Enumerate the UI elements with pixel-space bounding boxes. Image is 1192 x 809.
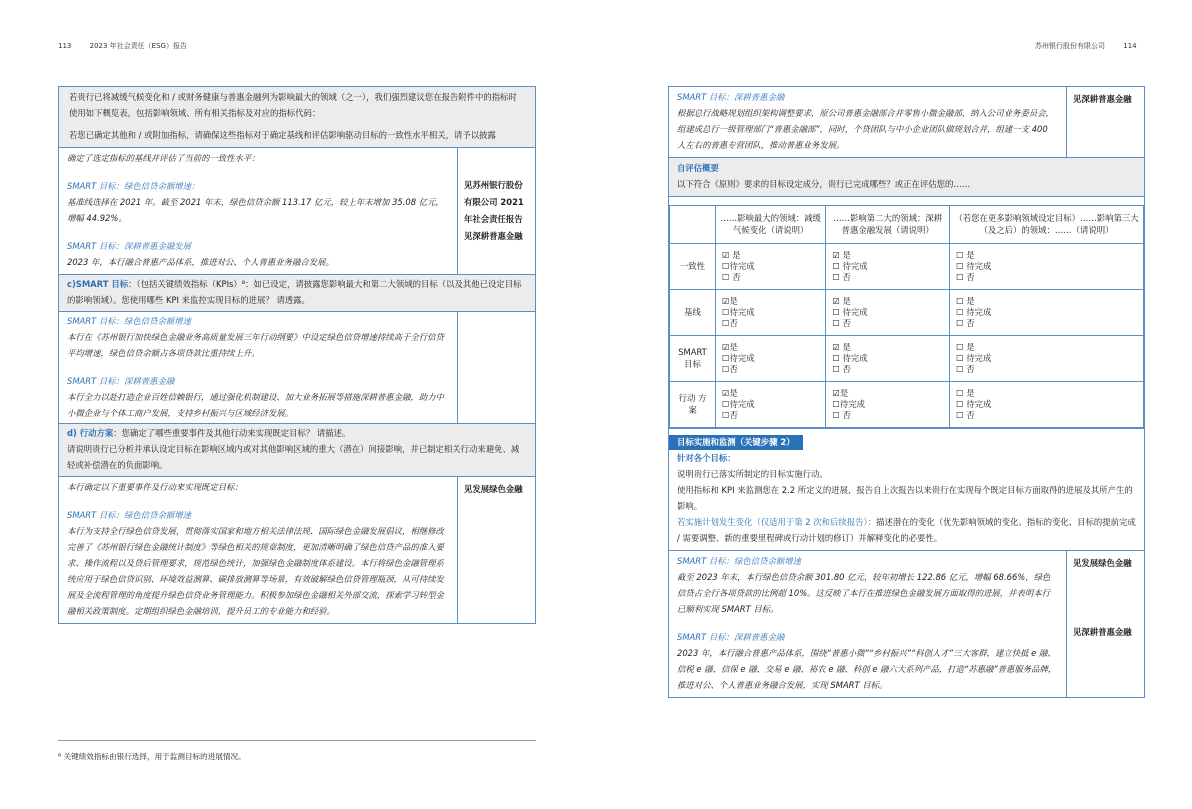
checkbox-option[interactable]: ☐待完成 [722, 352, 755, 363]
self-assessment-matrix [669, 205, 1144, 428]
matrix-header-2: ……影响第二大的领域：深耕普惠金融发展（请说明） [826, 205, 950, 243]
checkbox-option[interactable]: ☑是 [722, 341, 738, 352]
eval-text: 以下符合《原则》要求的目标设定成分，贵行已完成哪些？或正在评估您的…… [677, 178, 971, 189]
checkbox-option[interactable]: ☑ 是 [722, 249, 741, 260]
checkbox-option[interactable]: ☑是 [722, 295, 738, 306]
baseline-cell [59, 147, 458, 274]
intro-cell [59, 87, 536, 148]
left-page-number: 113 [58, 42, 72, 50]
checkbox-option[interactable]: ☐ 是 [956, 249, 975, 260]
d-text-2: 请说明贵行已分析并承认设定目标在影响区域内或对其他影响区域的重大（潜在）间接影响，并已制定相关行动来避免、减轻或补偿潜在的负面影响。 [67, 444, 520, 471]
checkbox-option[interactable]: ☐ 否 [722, 272, 741, 283]
eval-cell [669, 157, 1145, 196]
top-side-ref: 见深耕普惠金融 [1067, 87, 1145, 158]
p1-text: 截至 2023 年末，本行绿色信贷余额 301.80 亿元，较年初增长 122.86 亿元，增幅 68.66%，绿色信贷占全行各项贷款的比例超 10%。这反映了本行在推进绿色金融发展方面取得的进展，并表明本行已顺利实现 SMART 目标。 [677, 571, 1051, 614]
c-cell [59, 274, 536, 311]
right-page-number: 114 [1123, 42, 1137, 50]
checkbox-option[interactable]: ☐待完成 [722, 398, 755, 409]
checkbox-option[interactable]: ☐待完成 [722, 306, 755, 317]
matrix-cell [826, 244, 950, 290]
intro-text-2: 若您已确定其他和 / 或附加指标，请确保这些指标对于确定基线和评估影响驱动目标的一致性水平相关，请予以披露 [69, 129, 496, 140]
right-page-header [1035, 40, 1137, 53]
checkbox-option[interactable]: ☐否 [722, 318, 738, 329]
intro-text-1: 若贵行已将减缓气候变化和 / 或财务健康与普惠金融列为影响最大的领域（之一），我们强烈建议您在报告附件中的指标时使用如下概览表，包括影响领域、所有相关指标及对应的指标代码： [69, 92, 517, 118]
checkbox-option[interactable]: ☐否 [722, 364, 738, 375]
checkbox-option[interactable]: ☐ 待完成 [832, 352, 868, 363]
impl-text-1: 说明贵行已落实所制定的目标实施行动。 [677, 468, 828, 479]
c-text: （包括关键绩效指标（KPIs）⁸：如已设定，请披露您影响最大和第二大领域的目标（以及其他已设定目标的影响领域）。您使用哪些 KPI 来监控实现目标的进展？ 请透露。 [67, 278, 522, 305]
p2-text: 2023 年，本行融合普惠产品体系，围绕“普惠小微”“乡村振兴”“科创人才”三大客群，建立快抵 e 融、信税 e 融、信保 e 融、交易 e 融、裕农 e 融、科创 e 融六大系列产品，打造“苏惠融”普惠服务品牌，推进对公、个人普惠业务融合发展，实现 SMART 目标。 [677, 647, 1057, 690]
matrix-cell [716, 290, 826, 336]
matrix-row-label: 一致性 [670, 244, 716, 290]
d-text: 您确定了哪些重要事件及其他行动来实现既定目标？ 请描述。 [121, 428, 351, 439]
baseline-smart2-text: 2023 年，本行融合普惠产品体系，推进对公、个人普惠业务融合发展。 [67, 256, 334, 267]
company-name: 苏州银行股份有限公司 [1035, 42, 1105, 50]
right-table [668, 86, 1145, 698]
p1-side-ref: 见发展绿色金融 [1073, 557, 1132, 568]
top-cell [669, 87, 1067, 158]
baseline-smart1-text: 基准线选择在 2021 年。截至 2021 年末，绿色信贷余额 113.17 亿元，较上年末增加 35.08 亿元，增幅 44.92%。 [67, 196, 444, 223]
c-label: c)SMART 目标： [67, 278, 137, 289]
checkbox-option[interactable]: ☐ 是 [956, 295, 975, 306]
checkbox-option[interactable]: ☐ 是 [956, 341, 975, 352]
baseline-side-ref: 见苏州银行股份有限公司 2021 年社会责任报告 见深耕普惠金融 [458, 147, 536, 274]
matrix-cell [826, 382, 950, 428]
checkbox-option[interactable]: ☑是 [832, 387, 849, 398]
checkbox-option[interactable]: ☐ 待完成 [956, 306, 992, 317]
checkbox-option[interactable]: ☐ 待完成 [956, 398, 992, 409]
footnote: ⁸ 关键绩效指标由银行选择，用于监测目标的进展情况。 [58, 752, 246, 761]
checkbox-option[interactable]: ☑ 是 [832, 341, 851, 352]
matrix-row-label: 基线 [670, 290, 716, 336]
impl-tag: 目标实施和监测（关键步骤 2） [669, 435, 803, 450]
checkbox-option[interactable]: ☐否 [722, 410, 738, 421]
checkbox-option[interactable]: ☑ 是 [832, 295, 851, 306]
c-content-cell [59, 311, 458, 424]
matrix-corner [670, 205, 716, 243]
checkbox-option[interactable]: ☐ 否 [956, 272, 975, 283]
impl-blue: 若实施计划发生变化（仅适用于第 2 次和后续报告）： [677, 516, 877, 527]
d-label: d) 行动方案： [67, 428, 122, 439]
checkbox-option[interactable]: ☐ 否 [832, 272, 851, 283]
checkbox-option[interactable]: ☑是 [722, 387, 738, 398]
matrix-row [670, 382, 1144, 428]
report-title: 2023 年社会责任（ESG）报告 [89, 42, 187, 50]
impl-text-3: 描述潜在的变化（优先影响领域的变化、指标的变化、目标的提前完成 / 需要调整、新的重要里程碑或行动计划的修订）并解释变化的必要性。 [677, 516, 1136, 543]
c2-text: 本行全力以赴打造企业百姓信赖银行，通过强化机制建设、加大业务拓展等措施深耕普惠金融，助力中小微企业与个体工商户发展，支持乡村振兴与区域经济发展。 [67, 391, 444, 418]
progress-cell [669, 550, 1067, 697]
baseline-smart1-title: SMART 目标：绿色信贷余额增速： [67, 180, 200, 191]
matrix-row [670, 336, 1144, 382]
impl-sub: 针对各个目标： [677, 453, 736, 463]
matrix-row [670, 244, 1144, 290]
checkbox-option[interactable]: ☐ 待完成 [832, 306, 868, 317]
matrix-row [670, 290, 1144, 336]
checkbox-option[interactable]: ☐ 否 [956, 364, 975, 375]
p1-title: SMART 目标：绿色信贷余额增速 [677, 555, 801, 566]
checkbox-option[interactable]: ☐ 待完成 [956, 260, 992, 271]
matrix-header-3: （若您在更多影响领域设定目标）……影响第三大（及之后）的领域：……（请说明） [950, 205, 1144, 243]
left-table [58, 86, 536, 624]
matrix-row-label: 行动 方案 [670, 382, 716, 428]
baseline-lead: 确定了选定指标的基线并评估了当前的一致性水平： [67, 152, 260, 163]
checkbox-option[interactable]: ☐ 否 [832, 410, 851, 421]
e-lead: 本行确定以下重要事件及行动来实现既定目标： [67, 482, 243, 493]
matrix-cell [950, 382, 1144, 428]
matrix-cell [826, 290, 950, 336]
matrix-row-label: SMART 目标 [670, 336, 716, 382]
checkbox-option[interactable]: ☐ 否 [956, 318, 975, 329]
checkbox-option[interactable]: ☐ 待完成 [832, 260, 868, 271]
e-cell [59, 477, 458, 624]
p2-side-ref: 见深耕普惠金融 [1073, 626, 1132, 637]
e-side-ref: 见发展绿色金融 [458, 477, 536, 624]
c1-title: SMART 目标：绿色信贷余额增速 [67, 315, 191, 326]
matrix-cell [950, 244, 1144, 290]
e-text: 本行为支持全行绿色信贷发展，贯彻落实国家和地方相关法律法规、国际绿色金融发展倡议，相继修改完善了《苏州银行绿色金融统计制度》等绿色相关的规章制度，更加清晰明确了绿色信贷产品的准入要求、操作流程以及贷后管理要求，规范绿色统计，加强绿色金融制度体系建设。本行将绿色金融管理系统应用于绿色信贷识别、环境效益测算、碳排放测算等场景，有效破解绿色信贷管理瓶颈，从可持续发展及全流程管理的角度提升绿色信贷业务管理能力。积极参加绿色金融相关外部交流，探索学习转型金融相关政策制度。定期组织绿色金融培训，提升员工的专业能力和经验。 [67, 526, 444, 617]
c2-title: SMART 目标：深耕普惠金融 [67, 375, 175, 386]
matrix-cell [669, 196, 1145, 428]
matrix-header-1: ……影响最大的领域：减缓气候变化（请说明） [716, 205, 826, 243]
checkbox-option[interactable]: ☐ 待完成 [956, 352, 992, 363]
matrix-cell [716, 382, 826, 428]
e-title: SMART 目标：绿色信贷余额增速 [67, 510, 191, 521]
eval-title: 自评估概要 [677, 162, 719, 173]
top-title: SMART 目标：深耕普惠金融 [677, 92, 785, 102]
impl-text-2: 使用指标和 KPI 来监测您在 2.2 所定义的进展，报告自上次报告以来贵行在实现每个既定目标方面取得的进展及其所产生的影响。 [677, 484, 1133, 511]
footnote-divider [58, 740, 536, 741]
p2-title: SMART 目标：深耕普惠金融 [677, 631, 785, 642]
checkbox-option[interactable]: ☐ 否 [832, 318, 851, 329]
d-cell [59, 424, 536, 477]
left-page-header [58, 40, 203, 53]
progress-side [1067, 550, 1145, 697]
checkbox-option[interactable]: ☑ 是 [832, 249, 851, 260]
top-text: 根据总行战略规划组织架构调整要求，原公司普惠金融部合并零售小微金融部，纳入公司业务委员会，组建成总行一级管理部门“普惠金融部”，同时，个贷团队与中小企业团队做规划合并，组建一支 400 人左右的普惠专营团队，推动普惠业务发展。 [677, 107, 1054, 150]
impl-cell [669, 429, 1145, 551]
c1-text: 本行在《苏州银行加快绿色金融业务高质量发展三年行动纲要》中设定绿色信贷增速持续高于全行信贷平均增速，绿色信贷余额占各项贷款比重持续上升。 [67, 331, 444, 358]
matrix-cell [716, 336, 826, 382]
matrix-cell [950, 336, 1144, 382]
checkbox-option[interactable]: ☐ 否 [832, 364, 851, 375]
matrix-cell [950, 290, 1144, 336]
matrix-cell [716, 244, 826, 290]
checkbox-option[interactable]: ☐ 是 [956, 387, 975, 398]
checkbox-option[interactable]: ☐待完成 [832, 398, 865, 409]
matrix-cell [826, 336, 950, 382]
checkbox-option[interactable]: ☐待完成 [722, 260, 755, 271]
c-side-empty [458, 311, 536, 424]
baseline-smart2-title: SMART 目标：深耕普惠金融发展 [67, 240, 191, 251]
checkbox-option[interactable]: ☐ 否 [956, 410, 975, 421]
